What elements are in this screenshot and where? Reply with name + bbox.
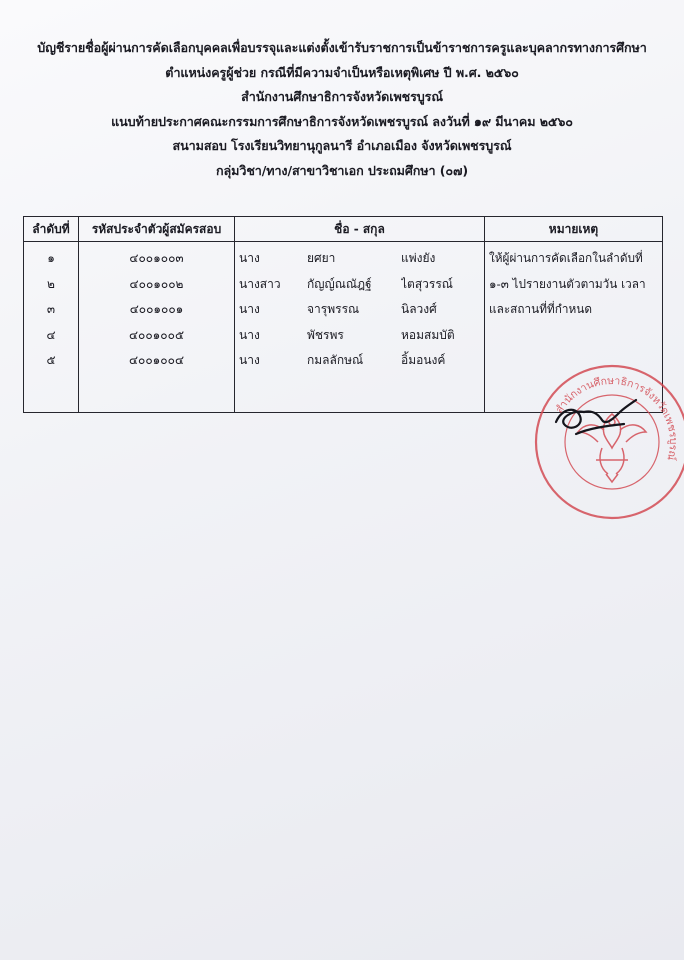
code-column <box>79 242 235 413</box>
name-last: แพ่งยัง <box>401 251 436 265</box>
header-code: รหัสประจำตัวผู้สมัครสอบ <box>79 217 235 242</box>
name-title: นางสาว <box>239 276 281 291</box>
seal-inner-ring <box>565 395 659 489</box>
official-seal-stamp <box>532 362 684 522</box>
remark-line: ให้ผู้ผ่านการคัดเลือกในลำดับที่ <box>489 251 643 265</box>
document-heading <box>20 36 664 184</box>
name-entry <box>239 248 480 274</box>
name-entry <box>239 274 480 300</box>
name-title: นาง <box>239 327 260 342</box>
heading-line-6: กลุ่มวิชา/ทาง/สาขาวิชาเอก ประถมศึกษา (๐๗) <box>216 162 468 178</box>
remark-line: และสถานที่ที่กำหนด <box>489 302 593 316</box>
heading-line-3: สำนักงานศึกษาธิการจังหวัดเพชรบูรณ์ <box>241 89 443 105</box>
name-title: นาง <box>239 353 260 367</box>
row-no: ๒ <box>47 276 55 291</box>
name-first: กัญญ์ณณัฎฐ์ <box>307 276 372 291</box>
seal-outer-ring <box>536 366 684 518</box>
name-first: กมลลักษณ์ <box>307 353 364 367</box>
row-code: ๔๐๐๑๐๐๒ <box>129 276 184 291</box>
header-no: ลำดับที่ <box>24 217 79 242</box>
name-first: จารุพรรณ <box>307 302 360 316</box>
row-no: ๕ <box>46 353 56 367</box>
row-code: ๔๐๐๑๐๐๑ <box>129 302 184 316</box>
name-last: นิลวงศ์ <box>401 302 437 316</box>
name-last: อิ้มอนงค์ <box>401 353 446 367</box>
name-entry <box>239 299 480 325</box>
row-code: ๔๐๐๑๐๐๔ <box>128 353 185 367</box>
heading-line-4: แนบท้ายประกาศคณะกรรมการศึกษาธิการจังหวัดเพชรบูรณ์ ลงวันที่ ๑๙ มีนาคม ๒๕๖๐ <box>111 113 573 129</box>
row-no: ๑ <box>47 251 55 265</box>
heading-line-1: บัญชีรายชื่อผู้ผ่านการคัดเลือกบุคคลเพื่อบรรจุและแต่งตั้งเข้ารับราชการเป็นข้าราชการครูและบุคลากรทางการศึกษา <box>37 40 647 55</box>
garuda-emblem-icon <box>578 414 646 482</box>
name-entry <box>239 350 480 376</box>
name-title: นาง <box>239 251 260 265</box>
remark-line: ๑-๓ ไปรายงานตัวตามวัน เวลา <box>489 276 646 291</box>
table-header-row <box>24 217 663 242</box>
name-entry <box>239 325 480 351</box>
name-first: ยศยา <box>307 251 336 265</box>
name-title: นาง <box>239 302 260 316</box>
name-last: หอมสมบัติ <box>401 327 455 342</box>
header-remark: หมายเหตุ <box>485 217 663 242</box>
row-no: ๔ <box>46 327 56 342</box>
name-last: ไตสุวรรณ์ <box>401 276 453 291</box>
heading-line-5: สนามสอบ โรงเรียนวิทยานุกูลนารี อำเภอเมือง จังหวัดเพชรบูรณ์ <box>172 138 512 154</box>
seal-text: สำนักงานศึกษาธิการจังหวัดเพชรบูรณ์ <box>553 374 680 462</box>
row-no: ๓ <box>46 302 56 316</box>
name-column <box>235 242 485 413</box>
no-column <box>24 242 79 413</box>
header-name: ชื่อ - สกุล <box>235 217 485 242</box>
row-code: ๔๐๐๑๐๐๕ <box>128 327 185 342</box>
row-code: ๔๐๐๑๐๐๓ <box>129 251 184 265</box>
heading-line-2: ตำแหน่งครูผู้ช่วย กรณีที่มีความจำเป็นหรือเหตุพิเศษ ปี พ.ศ. ๒๕๖๐ <box>165 64 519 80</box>
name-first: พัชรพร <box>307 327 344 342</box>
